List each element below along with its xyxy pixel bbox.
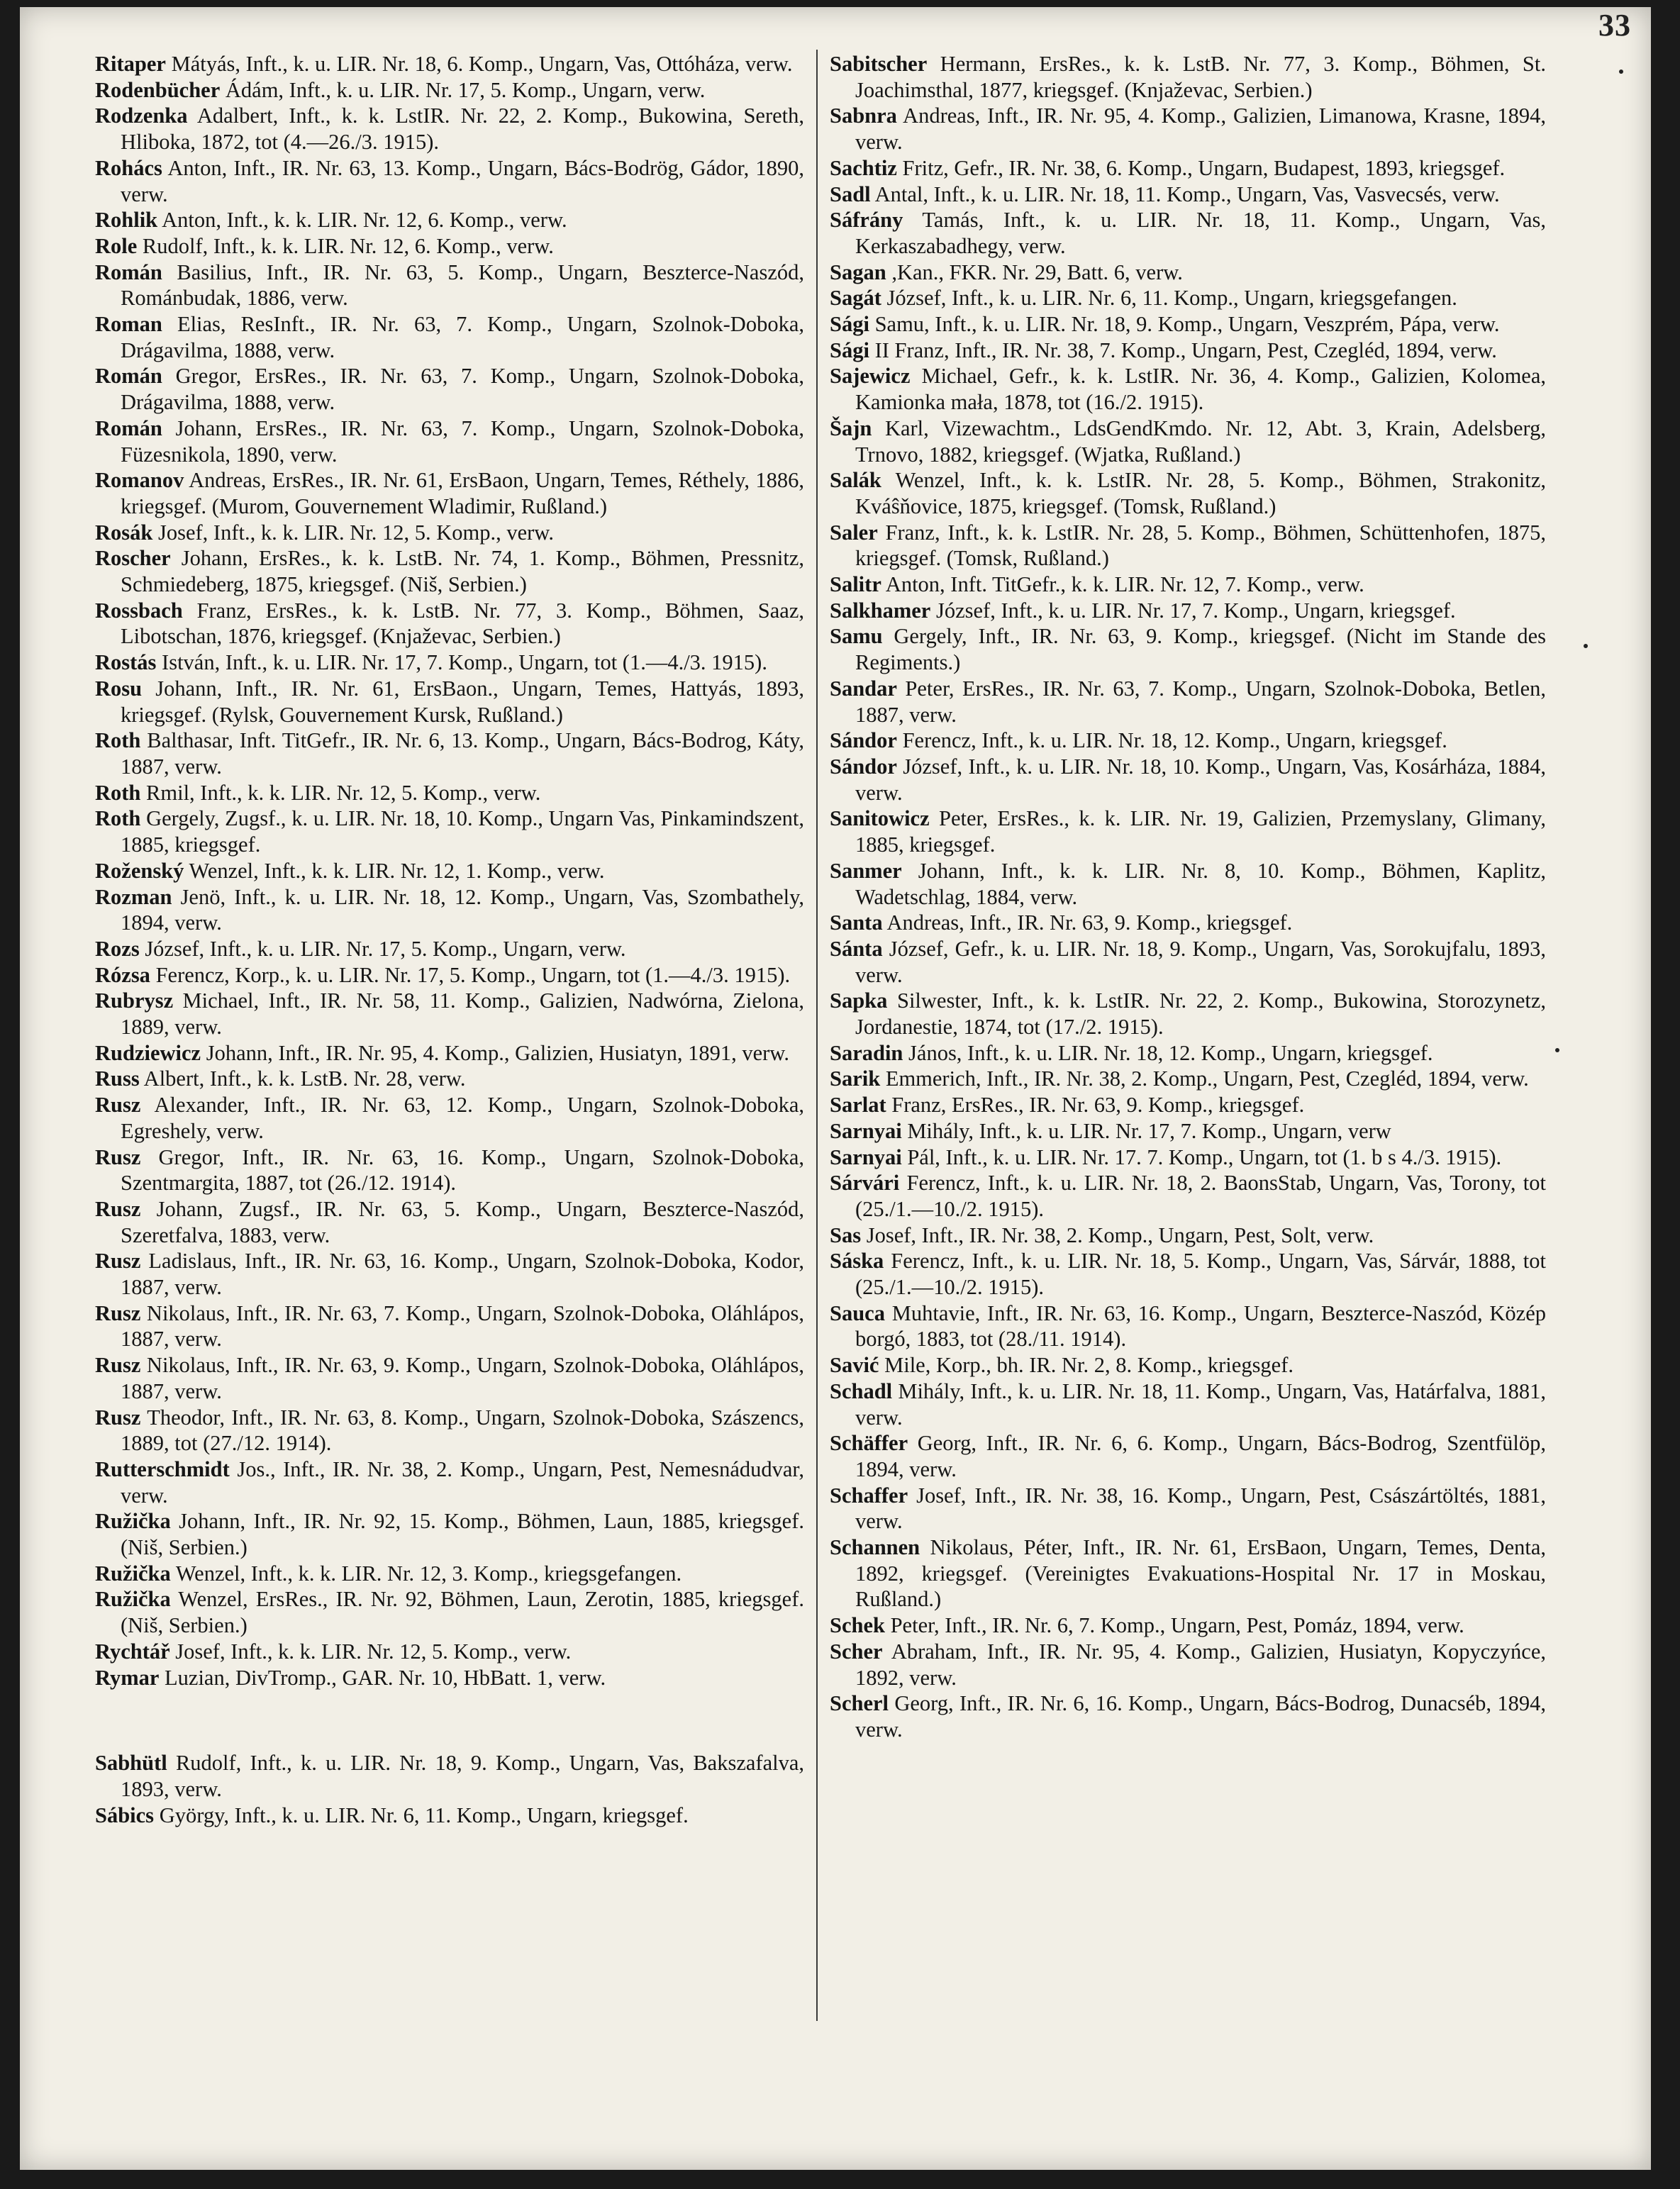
list-item xyxy=(830,1612,1546,1639)
list-item xyxy=(95,1040,804,1066)
entry-details: Hermann, ErsRes., k. k. LstB. Nr. 77, 3. Komp., Böhmen, St. Joachimsthal, 1877, kriegsgef. (Knjaževac, Serbien.) xyxy=(855,52,1546,102)
list-item xyxy=(95,780,804,806)
entry-surname: Romanov xyxy=(95,468,184,493)
entry-surname: Roth xyxy=(95,728,141,753)
entry-details: Karl, Vizewachtm., LdsGendKmdo. Nr. 12, Abt. 3, Krain, Adelsberg, Trnovo, 1882, kriegsgef. (Wjatka, Rußland.) xyxy=(855,416,1546,467)
entry-surname: Román xyxy=(95,260,162,284)
entry-details: Josef, Inft., k. k. LIR. Nr. 12, 5. Komp., verw. xyxy=(169,1639,572,1664)
list-item xyxy=(95,1586,804,1638)
list-item xyxy=(95,260,804,311)
list-item xyxy=(830,598,1546,624)
entry-surname: Sarnyai xyxy=(830,1144,902,1169)
entry-details: Mihály, Inft., k. u. LIR. Nr. 18, 11. Komp., Ungarn, Vas, Határfalva, 1881, verw. xyxy=(855,1378,1546,1430)
entry-surname: Salák xyxy=(830,468,881,493)
entry-details: Peter, ErsRes., IR. Nr. 63, 7. Komp., Ungarn, Szolnok-Doboka, Betlen, 1887, verw. xyxy=(855,676,1546,727)
right-column xyxy=(830,51,1546,1743)
margin-dot xyxy=(1584,644,1588,648)
list-item xyxy=(95,884,804,936)
entry-surname: Rózsa xyxy=(95,962,150,987)
entry-surname: Sanmer xyxy=(830,858,902,883)
list-item xyxy=(95,962,804,988)
entry-details: Balthasar, Inft. TitGefr., IR. Nr. 6, 13. Komp., Ungarn, Bács-Bodrog, Káty, 1887, verw. xyxy=(121,728,804,779)
list-item xyxy=(95,311,804,363)
entry-surname: Santa xyxy=(830,910,883,935)
entry-details: Gregor, Inft., IR. Nr. 63, 16. Komp., Ungarn, Szolnok-Doboka, Szentmargita, 1887, tot (26./12. 1914). xyxy=(121,1144,804,1196)
list-item xyxy=(830,936,1546,988)
entry-surname: Sadl xyxy=(830,182,871,206)
entry-details: Ferencz, Inft., k. u. LIR. Nr. 18, 5. Komp., Ungarn, Vas, Sárvár, 1888, tot (25./1.—10./2. 1915). xyxy=(855,1249,1546,1300)
entry-surname: Rusz xyxy=(95,1249,141,1274)
list-item xyxy=(95,1352,804,1404)
entry-surname: Sabnra xyxy=(830,104,897,128)
entry-details: Johann, Zugsf., IR. Nr. 63, 5. Komp., Ungarn, Beszterce-Naszód, Szeretfalva, 1883, verw. xyxy=(121,1196,804,1247)
entry-surname: Sarik xyxy=(830,1066,881,1091)
list-item xyxy=(95,155,804,207)
list-item xyxy=(830,572,1546,598)
entry-details: Rudolf, Inft., k. u. LIR. Nr. 18, 9. Komp., Ungarn, Vas, Bakszafalva, 1893, verw. xyxy=(121,1751,804,1801)
entry-details: Mihály, Inft., k. u. LIR. Nr. 17, 7. Komp., Ungarn, verw xyxy=(901,1118,1391,1143)
entry-details: Albert, Inft., k. k. LstB. Nr. 28, verw. xyxy=(139,1066,466,1091)
list-item xyxy=(95,1092,804,1144)
entry-surname: Sagan xyxy=(830,260,886,284)
entry-surname: Rusz xyxy=(95,1196,141,1221)
list-item xyxy=(830,338,1546,364)
entry-details: Michael, Inft., IR. Nr. 58, 11. Komp., Galizien, Nadwórna, Zielona, 1889, verw. xyxy=(121,988,804,1040)
entry-surname: Rusz xyxy=(95,1405,141,1430)
entry-surname: Rosák xyxy=(95,520,153,545)
list-item xyxy=(830,1248,1546,1300)
list-item xyxy=(830,1118,1546,1144)
entry-surname: Schaffer xyxy=(830,1483,908,1508)
entry-details: Emmerich, Inft., IR. Nr. 38, 2. Komp., Ungarn, Pest, Czegléd, 1894, verw. xyxy=(880,1066,1529,1091)
entry-surname: Schäffer xyxy=(830,1431,908,1456)
entry-surname: Role xyxy=(95,233,138,258)
entry-details: II Franz, Inft., IR. Nr. 38, 7. Komp., Ungarn, Pest, Czegléd, 1894, verw. xyxy=(869,338,1497,362)
list-item xyxy=(830,207,1546,259)
list-item xyxy=(95,363,804,415)
entry-surname: Rozs xyxy=(95,936,140,961)
entry-details: Johann, Inft., IR. Nr. 95, 4. Komp., Galizien, Husiatyn, 1891, verw. xyxy=(201,1040,789,1065)
entry-surname: Roth xyxy=(95,806,141,831)
entry-details: Theodor, Inft., IR. Nr. 63, 8. Komp., Ungarn, Szolnok-Doboka, Szászencs, 1889, tot (27./12. 1914). xyxy=(121,1405,804,1456)
list-item xyxy=(830,363,1546,415)
entry-surname: Rozman xyxy=(95,884,172,909)
list-item xyxy=(95,936,804,962)
entry-surname: Roth xyxy=(95,780,141,805)
entry-surname: Roženský xyxy=(95,858,184,883)
list-item xyxy=(95,728,804,779)
margin-dot xyxy=(1555,1048,1559,1052)
entry-surname: Sabitscher xyxy=(830,52,928,76)
entry-surname: Román xyxy=(95,364,162,389)
section-gap xyxy=(95,1691,804,1750)
entry-details: Josef, Inft., k. k. LIR. Nr. 12, 5. Komp., verw. xyxy=(152,520,554,545)
entry-details: Anton, Inft., IR. Nr. 63, 13. Komp., Ungarn, Bács-Bodrög, Gádor, 1890, verw. xyxy=(121,155,804,206)
entry-surname: Rostás xyxy=(95,650,157,675)
entry-details: Wenzel, ErsRes., IR. Nr. 92, Böhmen, Laun, Zerotin, 1885, kriegsgef. (Niš, Serbien.) xyxy=(121,1587,804,1638)
entry-details: Nikolaus, Péter, Inft., IR. Nr. 61, ErsBaon, Ungarn, Temes, Denta, 1892, kriegsgef. (Vereinigtes Evakuations-Hospital Nr. 17 in Moskau, Rußland.) xyxy=(855,1535,1546,1612)
list-item xyxy=(95,1639,804,1665)
list-item xyxy=(830,988,1546,1040)
entry-surname: Saler xyxy=(830,520,878,545)
entry-details: Pál, Inft., k. u. LIR. Nr. 17. 7. Komp., Ungarn, tot (1. b s 4./3. 1915). xyxy=(901,1144,1502,1169)
entry-details: Silwester, Inft., k. k. LstIR. Nr. 22, 2. Komp., Bukowina, Storozynetz, Jordanestie, 1874, tot (17./2. 1915). xyxy=(855,988,1546,1040)
list-item xyxy=(95,233,804,260)
entry-details: Tamás, Inft., k. u. LIR. Nr. 18, 11. Komp., Ungarn, Vas, Kerkaszabadhegy, verw. xyxy=(855,208,1546,258)
entry-details: Anton, Inft., k. k. LIR. Nr. 12, 6. Komp., verw. xyxy=(157,208,567,233)
list-item xyxy=(830,1691,1546,1742)
entry-details: Andreas, Inft., IR. Nr. 95, 4. Komp., Galizien, Limanowa, Krasne, 1894, verw. xyxy=(855,104,1546,155)
entry-surname: Sauca xyxy=(830,1300,885,1325)
entry-details: Elias, ResInft., IR. Nr. 63, 7. Komp., Ungarn, Szolnok-Doboka, Drágavilma, 1888, verw. xyxy=(121,312,804,362)
entry-surname: Rohács xyxy=(95,155,162,180)
entry-surname: Schannen xyxy=(830,1535,920,1560)
entry-details: József, Inft., k. u. LIR. Nr. 17, 5. Komp., Ungarn, verw. xyxy=(139,936,626,961)
entry-details: Ferencz, Inft., k. u. LIR. Nr. 18, 12. Komp., Ungarn, kriegsgef. xyxy=(896,728,1447,753)
entry-surname: Sándor xyxy=(830,728,897,753)
entry-surname: Sandar xyxy=(830,676,897,701)
page-number: 33 xyxy=(1598,8,1631,43)
entry-details: Ádám, Inft., k. u. LIR. Nr. 17, 5. Komp., Ungarn, verw. xyxy=(220,77,706,102)
list-item xyxy=(95,51,804,77)
list-item xyxy=(95,650,804,676)
entry-details: Peter, ErsRes., k. k. LIR. Nr. 19, Galizien, Przemyslany, Glimany, 1885, kriegsgef. xyxy=(855,806,1546,857)
list-item xyxy=(830,1483,1546,1534)
list-item xyxy=(95,988,804,1040)
list-item xyxy=(95,207,804,233)
entry-details: Samu, Inft., k. u. LIR. Nr. 18, 9. Komp., Ungarn, Veszprém, Pápa, verw. xyxy=(869,312,1500,337)
entry-surname: Rudziewicz xyxy=(95,1040,201,1065)
entry-details: Josef, Inft., IR. Nr. 38, 2. Komp., Ungarn, Pest, Solt, verw. xyxy=(861,1222,1374,1247)
list-item xyxy=(95,1405,804,1456)
entry-details: Andreas, Inft., IR. Nr. 63, 9. Komp., kriegsgef. xyxy=(882,910,1293,935)
entry-details: Franz, ErsRes., IR. Nr. 63, 9. Komp., kriegsgef. xyxy=(886,1093,1305,1118)
entry-surname: Rubrysz xyxy=(95,988,174,1013)
list-item xyxy=(830,1300,1546,1352)
entry-details: József, Inft., k. u. LIR. Nr. 17, 7. Komp., Ungarn, kriegsgef. xyxy=(930,598,1456,623)
entry-surname: Sajewicz xyxy=(830,364,911,389)
list-item xyxy=(95,1066,804,1092)
list-item xyxy=(830,1144,1546,1171)
entry-details: ,Kan., FKR. Nr. 29, Batt. 6, verw. xyxy=(886,260,1183,284)
entry-surname: Sachtiz xyxy=(830,155,897,180)
column-divider xyxy=(816,50,818,2021)
entry-details: Peter, Inft., IR. Nr. 6, 7. Komp., Ungarn, Pest, Pomáz, 1894, verw. xyxy=(884,1613,1464,1638)
list-item xyxy=(830,1040,1546,1066)
entry-surname: Rutterschmidt xyxy=(95,1456,230,1481)
entry-details: Luzian, DivTromp., GAR. Nr. 10, HbBatt. 1, verw. xyxy=(159,1665,606,1690)
list-item xyxy=(95,1750,804,1802)
entry-surname: Schek xyxy=(830,1613,885,1638)
entry-surname: Samu xyxy=(830,624,883,649)
entry-details: Johann, Inft., k. k. LIR. Nr. 8, 10. Komp., Böhmen, Kaplitz, Wadetschlag, 1884, verw. xyxy=(855,858,1546,909)
entry-details: Nikolaus, Inft., IR. Nr. 63, 7. Komp., Ungarn, Szolnok-Doboka, Oláhlápos, 1887, verw. xyxy=(121,1300,804,1352)
entry-surname: Rusz xyxy=(95,1093,141,1118)
entry-details: Franz, ErsRes., k. k. LstB. Nr. 77, 3. Komp., Böhmen, Saaz, Libotschan, 1876, kriegsgef. (Knjaževac, Serbien.) xyxy=(121,598,804,649)
list-item xyxy=(95,416,804,467)
entry-details: Ladislaus, Inft., IR. Nr. 63, 16. Komp., Ungarn, Szolnok-Doboka, Kodor, 1887, verw. xyxy=(121,1249,804,1300)
entry-surname: Rodenbücher xyxy=(95,77,221,102)
list-item xyxy=(830,728,1546,754)
entry-surname: Šajn xyxy=(830,416,872,440)
entry-details: Jos., Inft., IR. Nr. 38, 2. Komp., Ungarn, Pest, Nemesnádudvar, verw. xyxy=(121,1456,804,1508)
list-item xyxy=(95,1508,804,1560)
list-item xyxy=(830,1092,1546,1118)
entry-surname: Rusz xyxy=(95,1144,141,1169)
list-item xyxy=(95,1665,804,1691)
list-item xyxy=(830,754,1546,806)
entry-details: Gergely, Zugsf., k. u. LIR. Nr. 18, 10. Komp., Ungarn Vas, Pinkamindszent, 1885, kriegsgef. xyxy=(121,806,804,857)
entry-surname: Rodzenka xyxy=(95,104,188,128)
entry-surname: Rusz xyxy=(95,1353,141,1378)
entry-details: Abraham, Inft., IR. Nr. 95, 4. Komp., Galizien, Husiatyn, Kopyczyńce, 1892, verw. xyxy=(855,1639,1546,1690)
entry-details: István, Inft., k. u. LIR. Nr. 17, 7. Komp., Ungarn, tot (1.—4./3. 1915). xyxy=(156,650,767,675)
entry-surname: Sábics xyxy=(95,1803,155,1827)
entry-details: János, Inft., k. u. LIR. Nr. 18, 12. Komp., Ungarn, kriegsgef. xyxy=(903,1040,1433,1065)
entry-details: Muhtavie, Inft., IR. Nr. 63, 16. Komp., Ungarn, Beszterce-Naszód, Közép borgó, 1883, tot (28./11. 1914). xyxy=(855,1300,1546,1352)
entry-details: József, Inft., k. u. LIR. Nr. 18, 10. Komp., Ungarn, Vas, Kosárháza, 1884, verw. xyxy=(855,754,1546,805)
list-item xyxy=(830,858,1546,910)
left-entry-list-after-gap xyxy=(95,1750,804,1828)
list-item xyxy=(95,1248,804,1300)
entry-details: Anton, Inft. TitGefr., k. k. LIR. Nr. 12, 7. Komp., verw. xyxy=(881,572,1364,597)
list-item xyxy=(830,1352,1546,1378)
margin-dot xyxy=(1619,69,1623,74)
entry-surname: Rosu xyxy=(95,676,143,701)
entry-details: Rmil, Inft., k. k. LIR. Nr. 12, 5. Komp., verw. xyxy=(140,780,541,805)
list-item xyxy=(95,1196,804,1248)
list-item xyxy=(830,1066,1546,1092)
list-item xyxy=(830,1378,1546,1430)
entry-surname: Sánta xyxy=(830,936,883,961)
entry-surname: Sapka xyxy=(830,988,888,1013)
list-item xyxy=(95,598,804,650)
entry-surname: Román xyxy=(95,416,162,440)
entry-details: Nikolaus, Inft., IR. Nr. 63, 9. Komp., Ungarn, Szolnok-Doboka, Oláhlápos, 1887, verw. xyxy=(121,1353,804,1403)
entry-surname: Schadl xyxy=(830,1378,893,1403)
entry-details: Mile, Korp., bh. IR. Nr. 2, 8. Komp., kriegsgef. xyxy=(879,1353,1294,1378)
entry-details: Basilius, Inft., IR. Nr. 63, 5. Komp., Ungarn, Beszterce-Naszód, Románbudak, 1886, verw. xyxy=(121,260,804,311)
list-item xyxy=(95,1456,804,1508)
entry-surname: Ružička xyxy=(95,1561,171,1586)
list-item xyxy=(95,545,804,597)
list-item xyxy=(830,676,1546,728)
list-item xyxy=(830,1222,1546,1249)
list-item xyxy=(95,520,804,546)
entry-details: Fritz, Gefr., IR. Nr. 38, 6. Komp., Ungarn, Budapest, 1893, kriegsgef. xyxy=(896,155,1506,180)
entry-details: Wenzel, Inft., k. k. LIR. Nr. 12, 3. Komp., kriegsgefangen. xyxy=(170,1561,682,1586)
entry-surname: Ritaper xyxy=(95,52,166,76)
entry-details: Mátyás, Inft., k. u. LIR. Nr. 18, 6. Komp., Ungarn, Vas, Ottóháza, verw. xyxy=(165,52,793,76)
list-item xyxy=(830,285,1546,311)
entry-surname: Rusz xyxy=(95,1300,141,1325)
list-item xyxy=(95,806,804,857)
entry-surname: Roman xyxy=(95,312,162,337)
document-page xyxy=(20,7,1651,2170)
entry-surname: Scher xyxy=(830,1639,883,1664)
list-item xyxy=(830,1170,1546,1222)
entry-details: Gregor, ErsRes., IR. Nr. 63, 7. Komp., Ungarn, Szolnok-Doboka, Drágavilma, 1888, verw. xyxy=(121,364,804,415)
entry-details: Gergely, Inft., IR. Nr. 63, 9. Komp., kriegsgef. (Nicht im Stande des Regiments.) xyxy=(855,624,1546,675)
entry-details: Rudolf, Inft., k. k. LIR. Nr. 12, 6. Komp., verw. xyxy=(137,233,554,258)
list-item xyxy=(830,260,1546,286)
list-item xyxy=(95,1300,804,1352)
entry-details: Georg, Inft., IR. Nr. 6, 16. Komp., Ungarn, Bács-Bodrog, Dunacséb, 1894, verw. xyxy=(855,1691,1546,1742)
list-item xyxy=(830,182,1546,208)
list-item xyxy=(95,1561,804,1587)
list-item xyxy=(830,467,1546,519)
list-item xyxy=(830,910,1546,936)
list-item xyxy=(830,1430,1546,1482)
entry-details: Ferencz, Korp., k. u. LIR. Nr. 17, 5. Komp., Ungarn, tot (1.—4./3. 1915). xyxy=(150,962,791,987)
entry-surname: Rohlik xyxy=(95,208,158,233)
entry-details: Johann, ErsRes., k. k. LstB. Nr. 74, 1. Komp., Böhmen, Pressnitz, Schmiedeberg, 1875, kriegsgef. (Niš, Serbien.) xyxy=(121,546,804,597)
entry-surname: Sárvári xyxy=(830,1171,900,1196)
entry-details: Jenö, Inft., k. u. LIR. Nr. 18, 12. Komp., Ungarn, Vas, Szombathely, 1894, verw. xyxy=(121,884,804,935)
entry-surname: Sándor xyxy=(830,754,897,779)
entry-surname: Savić xyxy=(830,1353,879,1378)
entry-surname: Sagát xyxy=(830,286,881,311)
entry-surname: Sáfrány xyxy=(830,208,903,233)
entry-surname: Ružička xyxy=(95,1509,171,1534)
list-item xyxy=(830,155,1546,182)
list-item xyxy=(830,623,1546,675)
list-item xyxy=(830,520,1546,572)
entry-details: Johann, Inft., IR. Nr. 92, 15. Komp., Böhmen, Laun, 1885, kriegsgef. (Niš, Serbien.) xyxy=(121,1509,804,1560)
entry-details: György, Inft., k. u. LIR. Nr. 6, 11. Komp., Ungarn, kriegsgef. xyxy=(154,1803,689,1827)
list-item xyxy=(95,103,804,155)
right-entry-list xyxy=(830,51,1546,1743)
entry-details: Wenzel, Inft., k. k. LstIR. Nr. 28, 5. Komp., Böhmen, Strakonitz, Kváŝňovice, 1875, kriegsgef. (Tomsk, Rußland.) xyxy=(855,468,1546,518)
entry-details: Antal, Inft., k. u. LIR. Nr. 18, 11. Komp., Ungarn, Vas, Vasvecsés, verw. xyxy=(870,182,1500,206)
list-item xyxy=(95,1803,804,1829)
entry-surname: Ružička xyxy=(95,1587,171,1612)
entry-surname: Saradin xyxy=(830,1040,903,1065)
entry-details: Georg, Inft., IR. Nr. 6, 6. Komp., Ungarn, Bács-Bodrog, Szentfülöp, 1894, verw. xyxy=(855,1431,1546,1481)
entry-surname: Sanitowicz xyxy=(830,806,930,831)
entry-details: Wenzel, Inft., k. k. LIR. Nr. 12, 1. Komp., verw. xyxy=(184,858,605,883)
list-item xyxy=(830,416,1546,467)
entry-surname: Sas xyxy=(830,1222,862,1247)
left-column xyxy=(95,51,804,1828)
entry-surname: Sági xyxy=(830,312,869,337)
list-item xyxy=(830,51,1546,103)
entry-details: Ferencz, Inft., k. u. LIR. Nr. 18, 2. BaonsStab, Ungarn, Vas, Torony, tot (25./1.—10./2. 1915). xyxy=(855,1171,1546,1221)
entry-details: Josef, Inft., IR. Nr. 38, 16. Komp., Ungarn, Pest, Császártöltés, 1881, verw. xyxy=(855,1483,1546,1534)
list-item xyxy=(95,77,804,104)
entry-surname: Rychtář xyxy=(95,1639,170,1664)
entry-details: Johann, Inft., IR. Nr. 61, ErsBaon., Ungarn, Temes, Hattyás, 1893, kriegsgef. (Rylsk, Gouvernement Kursk, Rußland.) xyxy=(121,676,804,727)
entry-surname: Roscher xyxy=(95,546,171,571)
entry-surname: Salkhamer xyxy=(830,598,931,623)
entry-surname: Sáska xyxy=(830,1249,884,1274)
entry-details: Andreas, ErsRes., IR. Nr. 61, ErsBaon, Ungarn, Temes, Réthely, 1886, kriegsgef. (Murom, Gouvernement Wladimir, Rußland.) xyxy=(121,468,804,518)
list-item xyxy=(95,676,804,728)
list-item xyxy=(95,858,804,884)
entry-surname: Salitr xyxy=(830,572,881,597)
entry-surname: Russ xyxy=(95,1066,140,1091)
list-item xyxy=(830,806,1546,857)
entry-surname: Rymar xyxy=(95,1665,160,1690)
entry-surname: Rossbach xyxy=(95,598,183,623)
entry-surname: Sabhütl xyxy=(95,1751,167,1776)
list-item xyxy=(830,1639,1546,1691)
left-entry-list xyxy=(95,51,804,1691)
entry-surname: Sarlat xyxy=(830,1093,886,1118)
entry-details: Michael, Gefr., k. k. LstIR. Nr. 36, 4. Komp., Galizien, Kolomea, Kamionka mała, 1878, tot (16./2. 1915). xyxy=(855,364,1546,415)
entry-details: Johann, ErsRes., IR. Nr. 63, 7. Komp., Ungarn, Szolnok-Doboka, Füzesnikola, 1890, verw. xyxy=(121,416,804,467)
entry-surname: Sarnyai xyxy=(830,1118,902,1143)
entry-details: Alexander, Inft., IR. Nr. 63, 12. Komp., Ungarn, Szolnok-Doboka, Egreshely, verw. xyxy=(121,1093,804,1143)
entry-details: József, Inft., k. u. LIR. Nr. 6, 11. Komp., Ungarn, kriegsgefangen. xyxy=(881,286,1457,311)
list-item xyxy=(830,311,1546,338)
list-item xyxy=(95,467,804,519)
entry-details: József, Gefr., k. u. LIR. Nr. 18, 9. Komp., Ungarn, Vas, Sorokujfalu, 1893, verw. xyxy=(855,936,1546,987)
list-item xyxy=(95,1144,804,1196)
entry-surname: Sági xyxy=(830,338,869,362)
list-item xyxy=(830,103,1546,155)
list-item xyxy=(830,1534,1546,1612)
entry-surname: Scherl xyxy=(830,1691,889,1716)
entry-details: Adalbert, Inft., k. k. LstIR. Nr. 22, 2. Komp., Bukowina, Sereth, Hliboka, 1872, tot (4.—26./3. 1915). xyxy=(121,104,804,155)
entry-details: Franz, Inft., k. k. LstIR. Nr. 28, 5. Komp., Böhmen, Schüttenhofen, 1875, kriegsgef. (Tomsk, Rußland.) xyxy=(855,520,1546,571)
